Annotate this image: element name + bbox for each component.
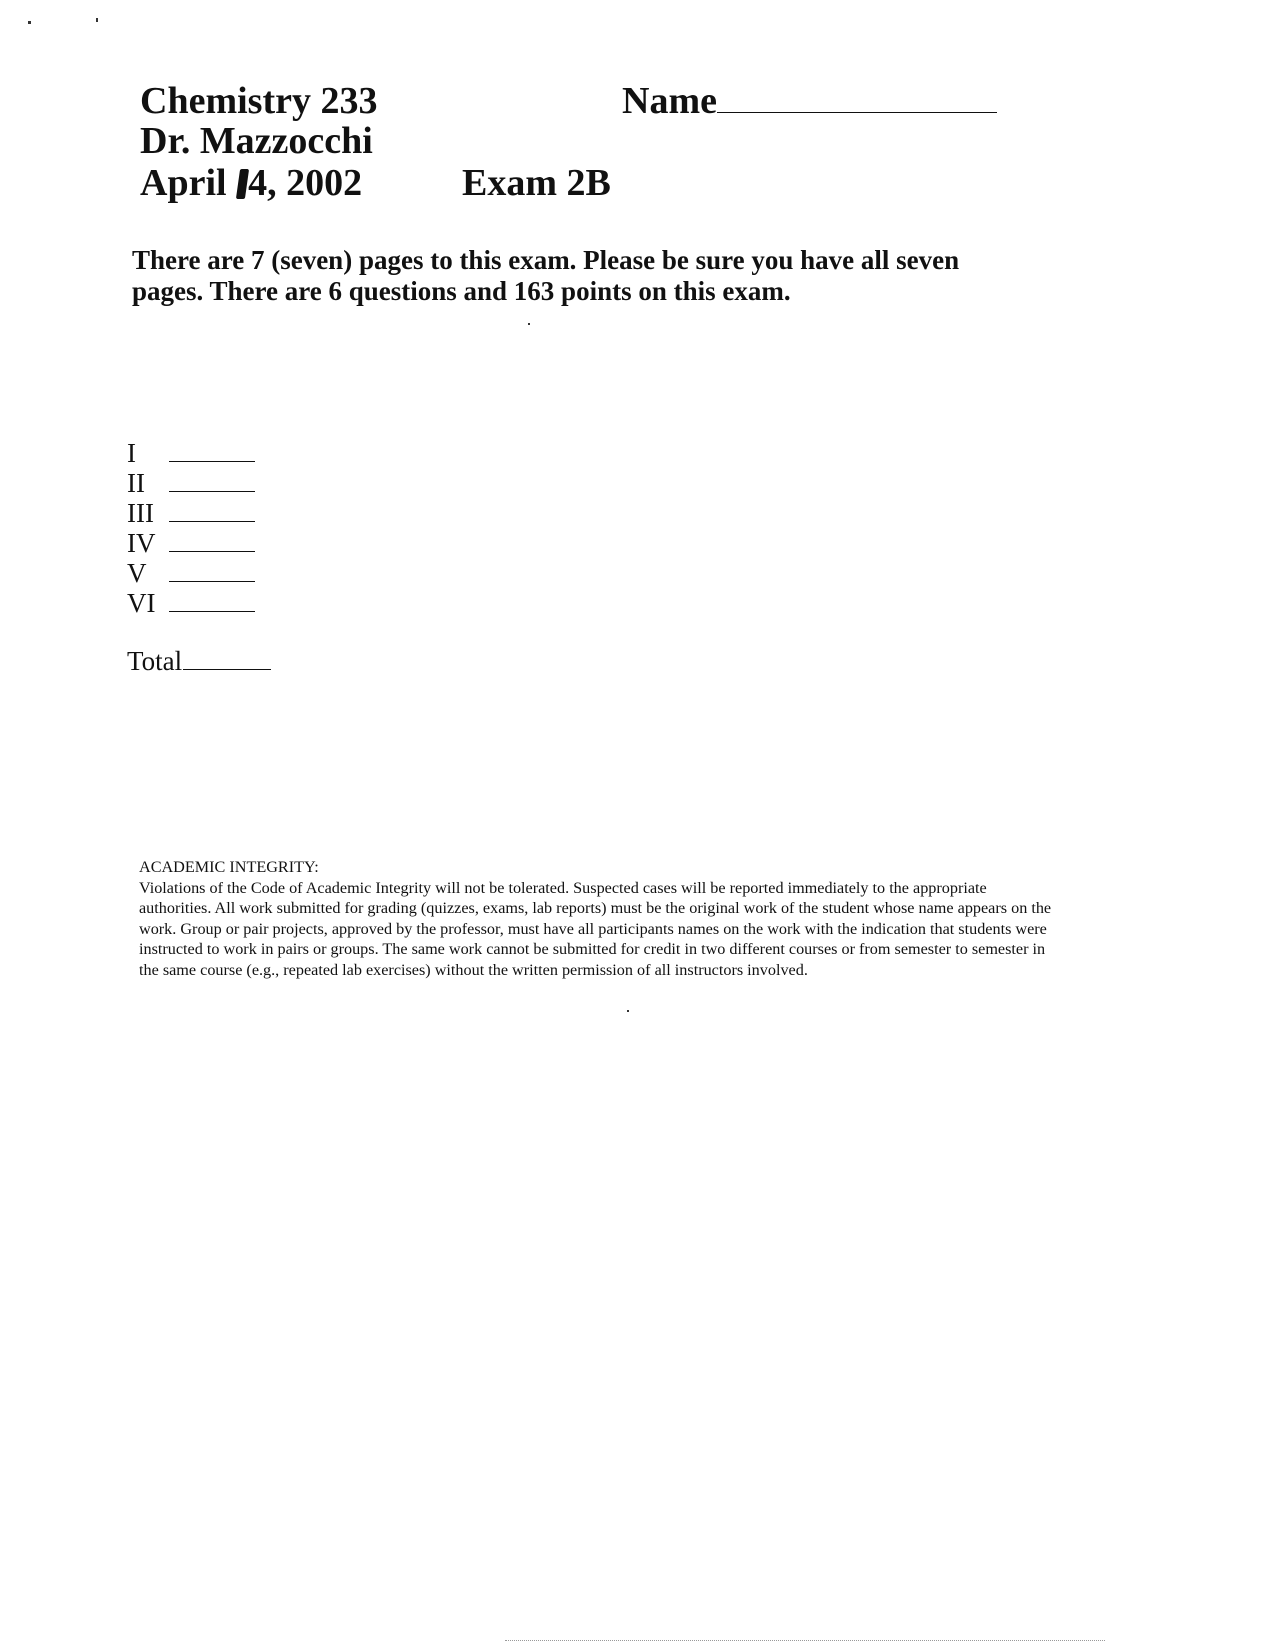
academic-integrity-text: Violations of the Code of Academic Integrity will not be tolerated. Suspected cases will be reported immediately to the appropriate authorities. All work submitted for grading (quizzes, exams, lab reports) must be the original work of the student whose name appears on the work. Group or pair projects, approved by the professor, must have all participants names on the work with the indication that students were instructed to work in pairs or groups. The same work cannot be submitted for credit in two different courses or from semester to semester in the same course (e.g., repeated lab exercises) without the written permission of all instructors involved. <box>139 878 1052 979</box>
question-number: IV <box>127 528 156 558</box>
scan-speck <box>627 1010 629 1012</box>
instructor-name: Dr. Mazzocchi <box>140 120 373 162</box>
scan-speck <box>528 323 530 325</box>
scan-noise <box>505 1640 1105 1642</box>
scan-speck <box>96 18 98 22</box>
course-title: Chemistry 233 <box>140 80 378 122</box>
question-number: III <box>127 498 154 528</box>
total-label: Total <box>127 646 183 676</box>
exam-date <box>140 164 362 202</box>
name-label: Name <box>622 80 717 122</box>
question-number: VI <box>127 588 156 618</box>
question-number: V <box>127 558 147 588</box>
total-blank[interactable] <box>183 669 271 670</box>
exam-instructions: There are 7 (seven) pages to this exam. Please be sure you have all seven pages. There are 6 questions and 163 points on this exam. <box>132 245 960 306</box>
total-score <box>127 648 271 675</box>
score-row-iv <box>127 530 255 557</box>
scan-speck <box>28 21 31 24</box>
score-blank[interactable] <box>169 611 255 612</box>
exam-date-prefix: April <box>140 162 237 204</box>
academic-integrity-section <box>139 857 1054 980</box>
question-number: II <box>127 468 145 498</box>
score-row-v <box>127 560 255 587</box>
question-number: I <box>127 438 136 468</box>
score-row-i <box>127 440 255 467</box>
score-blank[interactable] <box>169 551 255 552</box>
name-blank-line[interactable] <box>717 112 997 113</box>
score-blank[interactable] <box>169 521 255 522</box>
score-blank[interactable] <box>169 581 255 582</box>
exam-version: Exam 2B <box>462 162 611 204</box>
score-row-iii <box>127 500 255 527</box>
exam-date-suffix: 4, 2002 <box>248 162 363 204</box>
score-row-ii <box>127 470 255 497</box>
academic-integrity-heading: ACADEMIC INTEGRITY: <box>139 858 319 876</box>
score-blank[interactable] <box>169 491 255 492</box>
score-row-vi <box>127 590 255 617</box>
score-blank[interactable] <box>169 461 255 462</box>
name-field[interactable] <box>622 82 997 120</box>
